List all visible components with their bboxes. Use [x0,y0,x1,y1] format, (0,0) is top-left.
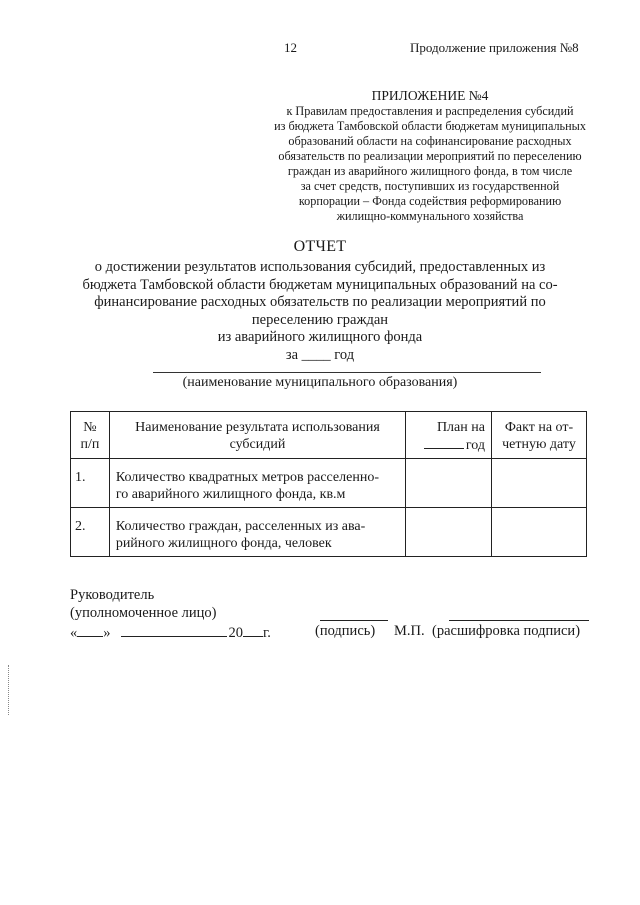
head-sublabel: (уполномоченное лицо) [70,605,217,621]
appendix-line: граждан из аварийного жилищного фонда, в том числе [287,164,573,178]
header-name-line2: субсидий [229,437,286,452]
appendix-line: из бюджета Тамбовской области бюджетам муниципальных [274,119,586,133]
row-name-line2: рийного жилищного фонда, человек [115,536,332,551]
appendix-line: к Правилам предоставления и распределения субсидий [286,104,574,118]
year-blank[interactable] [243,623,263,637]
header-plan [406,412,492,459]
year-prefix: 20 [228,625,243,641]
header-fact [491,412,586,459]
appendix-block [250,88,610,224]
date-line [70,623,271,642]
signature-field[interactable] [320,620,388,621]
header-plan-line2: год [465,438,485,453]
month-blank[interactable] [121,623,227,637]
row-name-line1: Количество граждан, расселенных из ава- [115,519,366,534]
report-line: из аварийного жилищного фонда [217,329,423,345]
page-number: 12 [284,40,297,55]
appendix-line: обязательств по реализации мероприятий по переселению [278,149,582,163]
report-line: о достижении результатов использования субсидий, предоставленных из [94,259,546,275]
municipality-name-field[interactable] [153,372,541,373]
margin-marks [8,665,10,715]
row-plan-cell[interactable] [406,459,492,508]
row-num: 1. [71,459,110,508]
date-open-quote: « [70,625,78,641]
table-header-row [71,412,587,459]
header-name [109,412,405,459]
appendix-line: жилищно-коммунального хозяйства [336,209,524,223]
row-num: 2. [71,508,110,557]
report-title: ОТЧЕТ [293,238,347,255]
signature-decode-field[interactable] [449,620,589,621]
plan-year-blank[interactable] [424,436,464,449]
row-name [109,508,405,557]
year-suffix: г. [263,625,271,641]
appendix-line: за счет средств, поступивших из государственной [300,179,560,193]
date-close-quote: » [103,625,111,641]
row-plan-cell[interactable] [406,508,492,557]
header-num [71,412,110,459]
appendix-title: ПРИЛОЖЕНИЕ №4 [371,88,489,103]
report-line: переселению граждан [251,311,389,328]
row-fact-cell[interactable] [491,459,586,508]
head-label: Руководитель [70,587,155,603]
header-num-line2: п/п [80,437,100,452]
header-name-line1: Наименование результата использования [135,420,380,435]
signature-decode-label: (расшифровка подписи) [432,623,581,639]
stamp-label: М.П. [394,623,425,639]
header-fact-line2: четную дату [502,437,576,452]
table-row [71,459,587,508]
row-name [109,459,405,508]
continuation-note: Продолжение приложения №8 [410,40,579,55]
header-plan-line1: План на [436,420,485,435]
report-year-line: за ____ год [285,346,355,363]
row-fact-cell[interactable] [491,508,586,557]
row-name-line2: го аварийного жилищного фонда, кв.м [115,487,346,502]
municipality-caption: (наименование муниципального образования) [182,375,458,390]
header-fact-line1: Факт на от- [504,420,574,435]
header-num-line1: № [83,420,97,435]
day-blank[interactable] [77,623,103,637]
row-name-line1: Количество квадратных метров расселенно- [115,470,379,485]
table-row [71,508,587,557]
results-table [70,411,587,557]
report-description [30,259,610,364]
signature-label: (подпись) [315,623,376,639]
report-line: бюджета Тамбовской области бюджетам муниципальных образований на со- [82,276,558,293]
appendix-line: образований области на софинансирование расходных [288,134,572,148]
appendix-line: корпорации – Фонда содействия реформированию [298,194,562,208]
report-line: финансирование расходных обязательств по реализации мероприятий по [94,294,546,310]
